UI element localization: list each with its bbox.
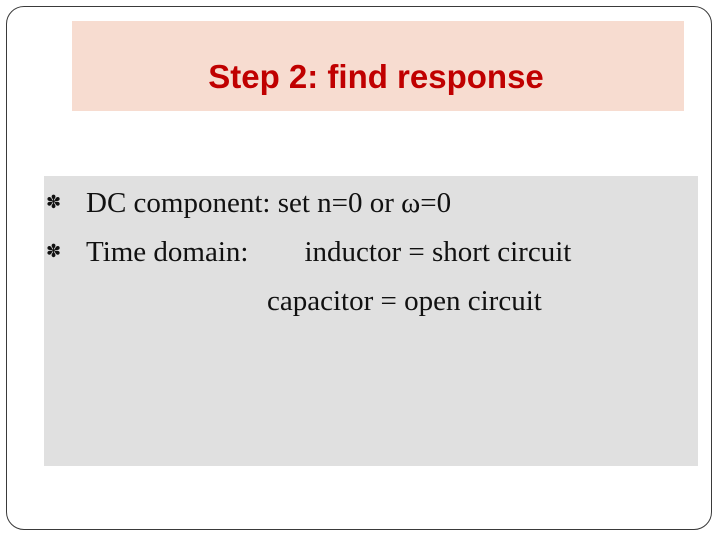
bullet-icon: ✽ [46, 241, 62, 262]
slide-title: Step 2: find response [208, 58, 544, 95]
bullet-icon: ✽ [46, 192, 62, 213]
continuation-text: capacitor = open circuit [267, 285, 542, 317]
bullet-text: inductor = short circuit [304, 236, 572, 268]
bullet-text: DC component: set n=0 or ω=0 [86, 187, 452, 219]
content-box [44, 176, 698, 466]
bullet-label: Time domain: [86, 236, 249, 268]
bullet-item-time-domain [46, 238, 571, 267]
bullet-item-dc-component [46, 189, 451, 218]
